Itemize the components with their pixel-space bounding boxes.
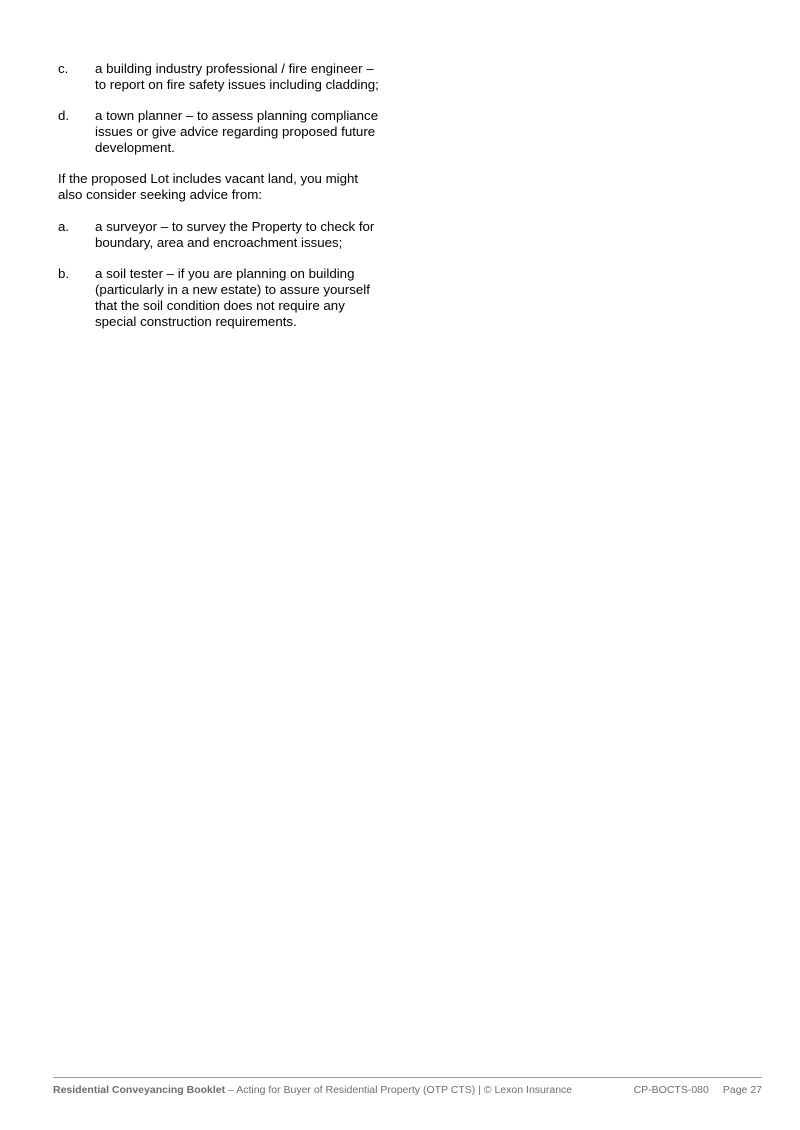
- intro-paragraph: If the proposed Lot includes vacant land, you might also consider seeking advice from:: [58, 171, 359, 202]
- list-item-text: a surveyor – to survey the Property to check for boundary, area and encroachment issues;: [95, 219, 375, 250]
- list-item-d: [58, 108, 388, 156]
- list-item-text: a soil tester – if you are planning on building (particularly in a new estate) to assure yourself that the soil condition does not require any special construction requirements.: [95, 266, 370, 329]
- list-item-b: [58, 266, 388, 330]
- list-marker: b.: [58, 266, 70, 281]
- list-marker: d.: [58, 108, 70, 123]
- page-number: Page 27: [722, 1084, 762, 1096]
- document-body: [58, 61, 388, 345]
- footer-subtitle: – Acting for Buyer of Residential Property (OTP CTS) | © Lexon Insurance: [225, 1084, 573, 1096]
- list-item-a: [58, 219, 388, 251]
- page-footer: [53, 1077, 762, 1097]
- list-item-text: a town planner – to assess planning compliance issues or give advice regarding proposed future development.: [95, 108, 379, 155]
- list-marker: c.: [58, 61, 69, 76]
- footer-code: CP-BOCTS-080: [633, 1084, 709, 1096]
- footer-document-title: [53, 1084, 572, 1097]
- footer-meta: [620, 1084, 762, 1097]
- footer-title: Residential Conveyancing Booklet: [53, 1084, 226, 1096]
- list-marker: a.: [58, 219, 70, 234]
- list-item-text: a building industry professional / fire engineer – to report on fire safety issues including cladding;: [95, 61, 379, 92]
- list-item-c: [58, 61, 388, 93]
